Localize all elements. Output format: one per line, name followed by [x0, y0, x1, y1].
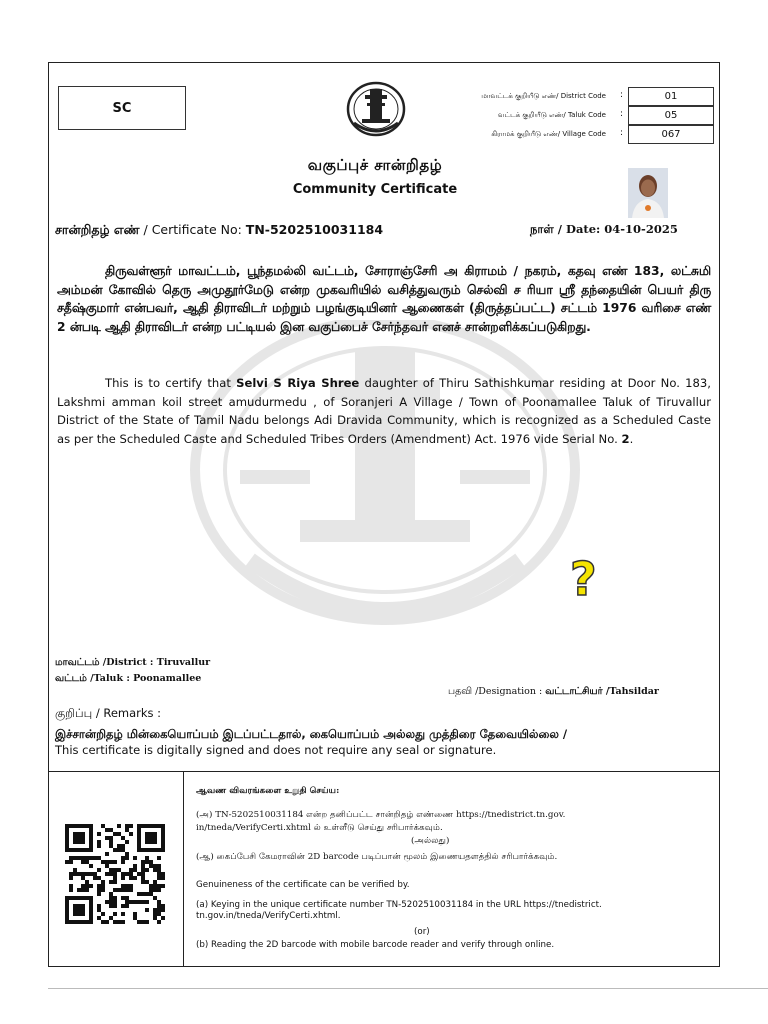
verify-b-tamil: (ஆ) கைப்பேசி கேமராவின் 2D barcode படிப்பான் மூலம் இணையதளத்தில் சரிபார்க்கவும்.	[196, 852, 558, 862]
verify-or-english: (or)	[414, 927, 430, 937]
certificate-number-line	[55, 222, 383, 239]
district-code-label: மாவட்டக் குறியீடு எண்/ District Code	[481, 92, 606, 100]
body-tamil: திருவள்ளூர் மாவட்டம், பூந்தமல்லி வட்டம், சோராஞ்சேரி அ கிராமம் / நகரம், கதவு எண் 183, லட்சுமி அம்மன் கோவில் தெரு அமுதூர்மேடு என்ற முகவரியில் வசித்துவரும் செல்வி ச ரியா ஸ்ரீ தந்தையின் பெயர் திரு சதீஷ்குமார் என்பவர், ஆதி திராவிடர் மற்றும் பழங்குடியினர் ஆணைகள் (திருத்தப்பட்ட) சட்டம் 1976 வரிசை எண் 2 ன்படி ஆதி திராவிடர் என்ற பட்டியல் இன வகுப்பைச் சேர்ந்தவர் எனச் சான்றளிக்கப்படுகிறது.	[57, 264, 711, 335]
page-bottom-line	[48, 988, 768, 989]
qr-code[interactable]	[65, 824, 165, 924]
applicant-name: Selvi S Riya Shree	[236, 376, 360, 390]
verify-heading-english: Genuineness of the certificate can be verified by.	[196, 880, 410, 890]
date-value: 04-10-2025	[604, 222, 678, 236]
designation-line	[448, 686, 659, 698]
verify-or-tamil: (அல்லது)	[411, 836, 450, 846]
district-label: மாவட்டம் /District :	[55, 657, 157, 668]
district-value: Tiruvallur	[156, 657, 211, 668]
certificate-label-english: / Certificate No:	[139, 222, 246, 237]
verify-a-english-1: (a) Keying in the unique certificate number TN-5202510031184 in the URL https://tnedistrict.	[196, 900, 602, 910]
applicant-photo	[628, 168, 668, 218]
verify-a-english-2: tn.gov.in/tneda/VerifyCerti.xhtml.	[196, 911, 341, 921]
date-label: நாள் / Date:	[530, 222, 605, 236]
note-tamil: இச்சான்றிதழ் மின்கையொப்பம் இடப்பட்டதால், கையொப்பம் அல்லது முத்திரை தேவையில்லை /	[55, 727, 568, 741]
body-text: This is to certify that	[105, 376, 237, 390]
colon: :	[620, 109, 624, 119]
body-text: residing at Door No. 183, Lakshmi amman koil street amudurmedu , of Soranjeri A Village / Town of Poonamallee Taluk of Tiruvallur District of the State of Tamil Nadu belongs Adi Dravida Community, which is recognized as a Scheduled Caste as per the Scheduled Caste and Scheduled Tribes Orders (Amendment) Act. 1976 vide Serial No.	[57, 376, 711, 446]
village-code-value: 067	[628, 125, 714, 144]
verify-a-tamil-1: (அ) TN-5202510031184 என்ற தனிப்பட்ட சான்றிதழ் எண்ணை https://tnedistrict.tn.gov.	[196, 810, 566, 820]
certificate-number: TN-5202510031184	[245, 222, 384, 237]
certificate-label-tamil: சான்றிதழ் எண்	[55, 222, 140, 237]
district-line	[55, 655, 210, 671]
verification-divider	[48, 771, 720, 772]
note-english: This certificate is digitally signed and does not require any seal or signature.	[55, 743, 497, 757]
issue-date	[530, 222, 678, 238]
taluk-code-label: வட்டக் குறியீடு எண்/ Taluk Code	[497, 111, 606, 119]
taluk-value: Poonamallee	[133, 673, 202, 684]
verify-a-tamil-2: in/tneda/VerifyCerti.xhtml ல் உள்ளீடு செய்து சரிபார்க்கவும்.	[196, 823, 443, 833]
district-code-value: 01	[628, 87, 714, 106]
title-tamil: வகுப்புச் சான்றிதழ்	[307, 156, 443, 174]
designation-label: பதவி /Designation :	[448, 686, 546, 697]
body-text: daughter of	[359, 376, 440, 390]
body-english	[57, 374, 711, 448]
body-text: .	[629, 431, 634, 446]
colon: :	[620, 128, 624, 138]
category-badge: SC	[58, 86, 186, 130]
title-english: Community Certificate	[292, 182, 458, 197]
colon: :	[620, 90, 624, 100]
verify-heading-tamil: ஆவண விவரங்களை உறுதி செய்ய:	[196, 786, 340, 796]
father-name: Thiru Sathishkumar	[439, 376, 554, 390]
taluk-line	[55, 671, 210, 687]
watermark-emblem-icon	[180, 320, 590, 650]
qr-column-divider	[183, 771, 184, 967]
location-info	[55, 655, 210, 687]
question-mark-icon: ?	[570, 552, 597, 606]
digital-signature-note	[55, 726, 567, 758]
village-code-label: கிராமக் குறியீடு எண்/ Village Code	[491, 130, 606, 138]
remarks-label: குறிப்பு / Remarks :	[55, 706, 162, 720]
taluk-code-value: 05	[628, 106, 714, 125]
taluk-label: வட்டம் /Taluk :	[55, 673, 134, 684]
verify-b-english: (b) Reading the 2D barcode with mobile barcode reader and verify through online.	[196, 940, 555, 950]
serial-number: 2	[621, 431, 630, 446]
designation-value: வட்டாட்சியர் /Tahsildar	[545, 686, 659, 697]
